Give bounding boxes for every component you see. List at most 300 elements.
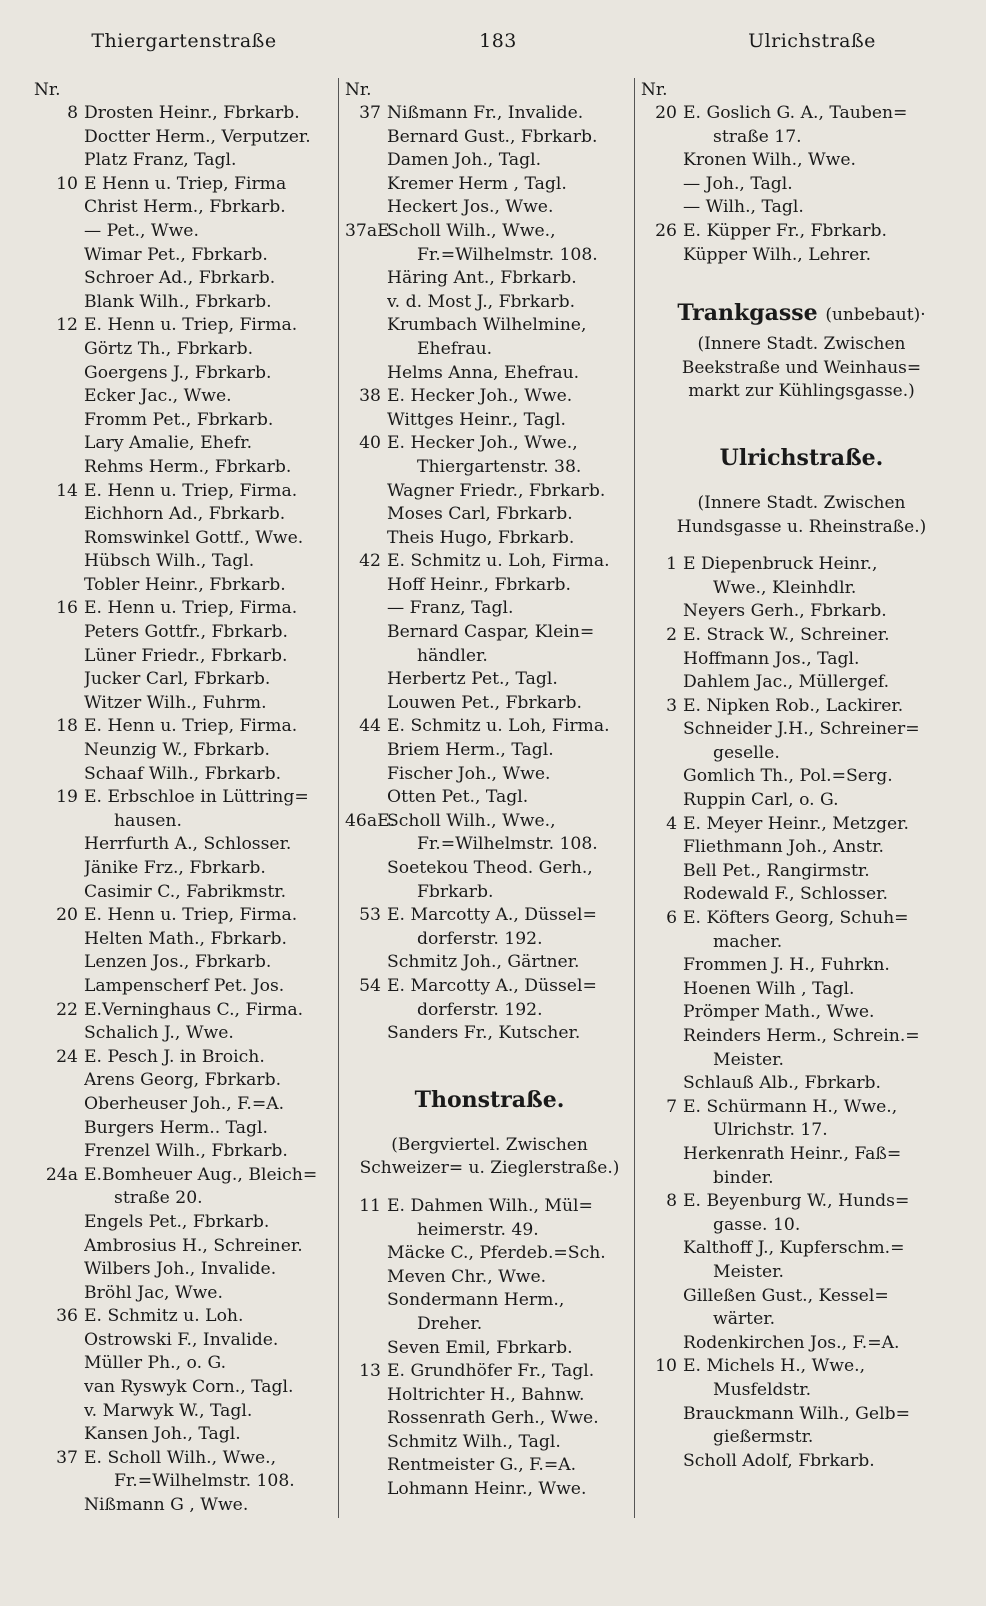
resident-entry: Schmitz Wilh., Tagl. [387, 1431, 561, 1452]
house-number [34, 362, 84, 386]
column-3-entries-top [641, 102, 962, 267]
directory-entry [34, 291, 334, 315]
resident-entry: E Diepenbruck Heinr., [683, 554, 878, 575]
directory-entry [34, 362, 334, 386]
house-number: 36 [56, 1306, 78, 1327]
directory-entry [641, 126, 962, 150]
house-number [345, 1219, 387, 1243]
directory-entry [641, 1426, 962, 1450]
house-number [34, 503, 84, 527]
resident-entry: Frenzel Wilh., Fbrkarb. [84, 1141, 288, 1162]
house-number [345, 503, 387, 527]
house-number: 37 [359, 103, 381, 123]
resident-entry: E. Dahmen Wilh., Mül= [387, 1195, 593, 1216]
resident-entry: Helms Anna, Ehefrau. [387, 362, 580, 383]
house-number: 37aE [345, 220, 390, 241]
resident-entry: Moses Carl, Fbrkarb. [387, 504, 573, 525]
resident-entry: E. Marcotty A., Düssel= [387, 905, 597, 926]
resident-entry: Müller Ph., o. G. [84, 1353, 227, 1374]
resident-entry: Lüner Friedr., Fbrkarb. [84, 645, 288, 666]
house-number [345, 149, 387, 173]
directory-entry [34, 527, 334, 551]
resident-entry: Holtrichter H., Bahnw. [387, 1384, 585, 1405]
resident-entry: Ehefrau. [417, 338, 493, 359]
house-number [34, 1376, 84, 1400]
resident-entry: Häring Ant., Fbrkarb. [387, 268, 577, 289]
resident-entry: Fr.=Wilhelmstr. 108. [114, 1471, 295, 1492]
house-number [641, 1285, 683, 1309]
resident-entry: Lampenscherf Pet. Jos. [84, 975, 285, 996]
resident-entry: E. Scholl Wilh., Wwe., [84, 1447, 277, 1468]
directory-entry [34, 928, 334, 952]
resident-entry: Ecker Jac., Wwe. [84, 386, 232, 407]
house-number [34, 763, 84, 787]
house-number [641, 1403, 683, 1427]
resident-entry: Meven Chr., Wwe. [387, 1266, 547, 1287]
house-number [34, 1022, 84, 1046]
resident-entry: v. d. Most J., Fbrkarb. [387, 291, 576, 312]
house-number [641, 1379, 683, 1403]
house-number [345, 928, 387, 952]
resident-entry: E. Schmitz u. Loh, Firma. [387, 551, 610, 572]
directory-entry [345, 527, 634, 551]
directory-entry [345, 668, 634, 692]
resident-entry: Burgers Herm.. Tagl. [84, 1117, 268, 1138]
street-heading-ulrichstrasse: Ulrichstraße. [719, 444, 884, 471]
house-number [641, 1214, 683, 1238]
directory-entry [34, 574, 334, 598]
house-number [34, 928, 84, 952]
directory-entry [641, 1119, 962, 1143]
directory-entry [34, 1140, 334, 1164]
resident-entry: Ruppin Carl, o. G. [683, 790, 839, 811]
resident-entry: Ostrowski F., Invalide. [84, 1329, 279, 1350]
directory-entry [641, 1190, 962, 1214]
directory-entry [345, 810, 634, 834]
resident-entry: E. Michels H., Wwe., [683, 1356, 866, 1377]
house-number [345, 739, 387, 763]
house-number [345, 668, 387, 692]
resident-entry: Dreher. [417, 1313, 483, 1334]
house-number [641, 173, 683, 197]
directory-entry [34, 126, 334, 150]
resident-entry: Schalich J., Wwe. [84, 1023, 234, 1044]
resident-entry: Fbrkarb. [417, 881, 494, 902]
directory-entry [34, 385, 334, 409]
resident-entry: Fr.=Wilhelmstr. 108. [417, 244, 598, 265]
directory-entry [34, 597, 334, 621]
directory-entry [345, 338, 634, 362]
house-number: 20 [655, 103, 677, 123]
resident-entry: Sanders Fr., Kutscher. [387, 1023, 581, 1044]
house-number [345, 1022, 387, 1046]
directory-entry [345, 1478, 634, 1502]
directory-entry [345, 550, 634, 574]
directory-entry [345, 904, 634, 928]
directory-entry [34, 1022, 334, 1046]
directory-entry [641, 931, 962, 955]
resident-entry: Kremer Herm , Tagl. [387, 173, 567, 194]
directory-entry [34, 314, 334, 338]
resident-entry: gasse. 10. [713, 1214, 801, 1235]
resident-entry: Musfeldstr. [713, 1379, 812, 1400]
resident-entry: Briem Herm., Tagl. [387, 740, 554, 761]
directory-entry [641, 836, 962, 860]
house-number [34, 220, 84, 244]
resident-entry: Nißmann Fr., Invalide. [387, 103, 584, 123]
resident-entry: Bröhl Jac, Wwe. [84, 1282, 223, 1303]
directory-entry [34, 763, 334, 787]
house-number [641, 1308, 683, 1332]
directory-entry [345, 645, 634, 669]
resident-entry: Damen Joh., Tagl. [387, 150, 542, 171]
house-number: 16 [56, 598, 78, 619]
directory-entry [34, 456, 334, 480]
resident-entry: — Franz, Tagl. [387, 598, 514, 619]
resident-entry: v. Marwyk W., Tagl. [84, 1400, 253, 1421]
directory-entry [345, 692, 634, 716]
resident-entry: Sondermann Herm., [387, 1290, 565, 1311]
directory-entry [641, 1001, 962, 1025]
directory-entry [345, 1313, 634, 1337]
house-number [345, 1454, 387, 1478]
house-number [34, 1400, 84, 1424]
house-number: 13 [359, 1361, 381, 1382]
house-number [34, 1423, 84, 1447]
house-number: 44 [359, 716, 381, 737]
house-number [345, 267, 387, 291]
header-right-street: Ulrichstraße [748, 30, 876, 52]
house-number [34, 244, 84, 268]
resident-entry: Gilleßen Gust., Kessel= [683, 1285, 889, 1306]
resident-entry: Dahlem Jac., Müllergef. [683, 672, 890, 693]
directory-entry [34, 102, 334, 126]
column-1 [34, 78, 338, 1518]
directory-entry [34, 1258, 334, 1282]
house-number: 46aE. [345, 810, 396, 831]
house-number [34, 1140, 84, 1164]
resident-entry: van Ryswyk Corn., Tagl. [84, 1377, 294, 1398]
resident-entry: Arens Georg, Fbrkarb. [84, 1070, 282, 1091]
resident-entry: Herkenrath Heinr., Faß= [683, 1143, 902, 1164]
resident-entry: Witzer Wilh., Fuhrm. [84, 692, 267, 713]
directory-entry [345, 621, 634, 645]
directory-entry [34, 1046, 334, 1070]
directory-entry [34, 409, 334, 433]
resident-entry: Drosten Heinr., Fbrkarb. [84, 103, 300, 123]
directory-entry [345, 1454, 634, 1478]
directory-entry [641, 860, 962, 884]
directory-entry [641, 577, 962, 601]
house-number [34, 338, 84, 362]
directory-entry [345, 1431, 634, 1455]
resident-entry: E. Henn u. Triep, Firma. [84, 480, 298, 501]
directory-entry [34, 692, 334, 716]
house-number [641, 1332, 683, 1356]
house-number [345, 881, 387, 905]
directory-entry [34, 645, 334, 669]
street-description: Schweizer= u. Zieglerstraße.) [359, 1158, 620, 1179]
directory-entry [34, 1494, 334, 1518]
resident-entry: E. Pesch J. in Broich. [84, 1046, 265, 1067]
house-number [345, 409, 387, 433]
directory-entry [641, 1261, 962, 1285]
house-number [641, 1049, 683, 1073]
resident-entry: Ambrosius H., Schreiner. [84, 1235, 303, 1256]
street-description: (Innere Stadt. Zwischen [697, 492, 906, 513]
directory-entry [345, 833, 634, 857]
house-number [34, 951, 84, 975]
directory-entry [34, 480, 334, 504]
house-number [641, 718, 683, 742]
directory-entry [641, 954, 962, 978]
resident-entry: Heckert Jos., Wwe. [387, 197, 554, 218]
directory-entry [345, 196, 634, 220]
resident-entry: E. Köfters Georg, Schuh= [683, 908, 909, 929]
directory-entry [34, 1329, 334, 1353]
resident-entry: Seven Emil, Fbrkarb. [387, 1337, 573, 1358]
house-number [641, 1001, 683, 1025]
house-number [345, 786, 387, 810]
directory-entry [34, 1447, 334, 1471]
street-description: markt zur Kühlingsgasse.) [688, 381, 915, 402]
house-number [641, 1167, 683, 1191]
house-number [34, 1117, 84, 1141]
resident-entry: Ulrichstr. 17. [713, 1120, 828, 1141]
resident-entry: Theis Hugo, Fbrkarb. [387, 527, 575, 548]
house-number [345, 338, 387, 362]
resident-entry: dorferstr. 192. [417, 999, 543, 1020]
resident-entry: Scholl Adolf, Fbrkarb. [683, 1450, 875, 1471]
nr-label: Nr. [34, 80, 61, 100]
house-number: 3 [666, 695, 677, 716]
house-number [345, 951, 387, 975]
resident-entry: Hübsch Wilh., Tagl. [84, 551, 255, 572]
directory-entry [641, 220, 962, 244]
resident-entry: Kalthoff J., Kupferschm.= [683, 1238, 905, 1259]
house-number: 6 [666, 908, 677, 929]
house-number [641, 196, 683, 220]
resident-entry: Neyers Gerh., Fbrkarb. [683, 601, 887, 622]
resident-entry: hausen. [114, 810, 182, 831]
house-number [345, 692, 387, 716]
directory-entry [34, 975, 334, 999]
house-number [641, 648, 683, 672]
directory-entry [345, 574, 634, 598]
directory-entry [34, 621, 334, 645]
house-number: 54 [359, 975, 381, 996]
resident-entry: E. Grundhöfer Fr., Tagl. [387, 1361, 595, 1382]
directory-entry [34, 432, 334, 456]
house-number: 40 [359, 433, 381, 454]
house-number [641, 954, 683, 978]
house-number [641, 600, 683, 624]
nr-label: Nr. [641, 80, 668, 100]
header-left-street: Thiergartenstraße [91, 30, 277, 52]
resident-entry: E. Schürmann H., Wwe., [683, 1096, 898, 1117]
resident-entry: Casimir C., Fabrikmstr. [84, 881, 287, 902]
running-head [34, 30, 962, 64]
directory-entry [641, 1237, 962, 1261]
house-number: 11 [359, 1195, 381, 1216]
resident-entry: E. Marcotty A., Düssel= [387, 975, 597, 996]
resident-entry: Helten Math., Fbrkarb. [84, 928, 287, 949]
house-number [641, 742, 683, 766]
directory-entry [641, 1143, 962, 1167]
directory-entry [34, 550, 334, 574]
resident-entry: E. Henn u. Triep, Firma. [84, 598, 298, 619]
directory-entry [345, 715, 634, 739]
house-number [34, 692, 84, 716]
street-heading-text: Trankgasse [677, 300, 818, 327]
resident-entry: Reinders Herm., Schrein.= [683, 1026, 920, 1046]
house-number [34, 149, 84, 173]
directory-entry [345, 314, 634, 338]
resident-entry: macher. [713, 931, 783, 952]
directory-entry [641, 1025, 962, 1049]
resident-entry: Louwen Pet., Fbrkarb. [387, 692, 582, 713]
resident-entry: Wagner Friedr., Fbrkarb. [387, 480, 606, 501]
directory-entry [34, 503, 334, 527]
directory-entry [641, 196, 962, 220]
directory-entry [34, 668, 334, 692]
resident-entry: Frommen J. H., Fuhrkn. [683, 955, 890, 976]
house-number: 26 [655, 220, 677, 241]
house-number: 10 [655, 1356, 677, 1377]
house-number [641, 1450, 683, 1474]
resident-entry: Herrfurth A., Schlosser. [84, 834, 292, 855]
street-description: Hundsgasse u. Rheinstraße.) [676, 516, 927, 537]
resident-entry: Christ Herm., Fbrkarb. [84, 197, 286, 218]
directory-entry [641, 1167, 962, 1191]
street-description: (Innere Stadt. Zwischen [697, 334, 906, 355]
directory-entry [641, 648, 962, 672]
directory-entry [34, 1376, 334, 1400]
house-number [345, 1242, 387, 1266]
directory-entry [34, 999, 334, 1023]
house-number [34, 574, 84, 598]
directory-entry [345, 362, 634, 386]
resident-entry: Wwe., Kleinhdlr. [713, 577, 857, 598]
directory-entry [641, 883, 962, 907]
street-heading-note: (unbebaut)· [825, 305, 926, 326]
house-number [641, 577, 683, 601]
resident-entry: Kansen Joh., Tagl. [84, 1424, 241, 1445]
directory-entry [34, 1093, 334, 1117]
directory-entry [345, 267, 634, 291]
directory-entry [34, 715, 334, 739]
resident-entry: gießermstr. [713, 1427, 814, 1448]
directory-entry [345, 928, 634, 952]
directory-entry [34, 267, 334, 291]
house-number: 8 [67, 103, 78, 123]
house-number [345, 597, 387, 621]
resident-entry: Rodenkirchen Jos., F.=A. [683, 1332, 900, 1353]
house-number [641, 671, 683, 695]
column-2 [338, 78, 634, 1518]
house-number [345, 291, 387, 315]
house-number [345, 1337, 387, 1361]
resident-entry: Wilbers Joh., Invalide. [84, 1259, 277, 1280]
directory-entry [345, 1337, 634, 1361]
directory-entry [34, 1282, 334, 1306]
resident-entry: Gomlich Th., Pol.=Serg. [683, 766, 893, 787]
directory-entry [34, 786, 334, 810]
house-number [34, 1069, 84, 1093]
house-number: 42 [359, 551, 381, 572]
resident-entry: Blank Wilh., Fbrkarb. [84, 291, 272, 312]
directory-entry [641, 149, 962, 173]
directory-entry [34, 739, 334, 763]
directory-entry [641, 1308, 962, 1332]
house-number: 19 [56, 787, 78, 808]
house-number [641, 836, 683, 860]
house-number [641, 1072, 683, 1096]
house-number: 20 [56, 905, 78, 926]
house-number: 38 [359, 386, 381, 407]
house-number [34, 1329, 84, 1353]
street-heading-thonstrasse: Thonstraße. [414, 1086, 565, 1113]
directory-entry [34, 1470, 334, 1494]
resident-entry: Jänike Frz., Fbrkarb. [84, 858, 266, 878]
house-number [34, 645, 84, 669]
resident-entry: Oberheuser Joh., F.=A. [84, 1093, 285, 1114]
house-number [34, 409, 84, 433]
house-number [345, 574, 387, 598]
resident-entry: heimerstr. 49. [417, 1219, 539, 1240]
directory-entry [641, 600, 962, 624]
house-number [34, 196, 84, 220]
directory-entry [641, 978, 962, 1002]
house-number [34, 810, 84, 834]
directory-entry [641, 671, 962, 695]
house-number: 7 [666, 1096, 677, 1117]
house-number: 12 [56, 315, 78, 336]
directory-entry [641, 718, 962, 742]
resident-entry: E. Hecker Joh., Wwe. [387, 386, 573, 407]
house-number [345, 645, 387, 669]
resident-entry: Rentmeister G., F.=A. [387, 1455, 577, 1476]
house-number [34, 126, 84, 150]
resident-entry: — Pet., Wwe. [84, 220, 199, 241]
directory-entry [34, 1235, 334, 1259]
resident-entry: — Wilh., Tagl. [683, 197, 804, 218]
directory-entry [345, 385, 634, 409]
directory-entry [34, 904, 334, 928]
resident-entry: Kronen Wilh., Wwe. [683, 150, 857, 171]
house-number [345, 480, 387, 504]
directory-entry [34, 244, 334, 268]
resident-entry: E.Verninghaus C., Firma. [84, 999, 304, 1020]
resident-entry: wärter. [713, 1309, 776, 1330]
house-number [345, 527, 387, 551]
directory-entry [345, 786, 634, 810]
directory-entry [34, 1305, 334, 1329]
directory-entry [34, 810, 334, 834]
resident-entry: Tobler Heinr., Fbrkarb. [84, 574, 286, 595]
directory-entry [345, 244, 634, 268]
house-number [34, 432, 84, 456]
resident-entry: Meister. [713, 1049, 784, 1070]
column-2-entries-top [345, 102, 634, 1046]
house-number: 18 [56, 716, 78, 737]
house-number [641, 860, 683, 884]
resident-entry: straße 20. [114, 1188, 203, 1209]
house-number [34, 291, 84, 315]
directory-entry [641, 1332, 962, 1356]
directory-entry [641, 1096, 962, 1120]
directory-entry [345, 1289, 634, 1313]
